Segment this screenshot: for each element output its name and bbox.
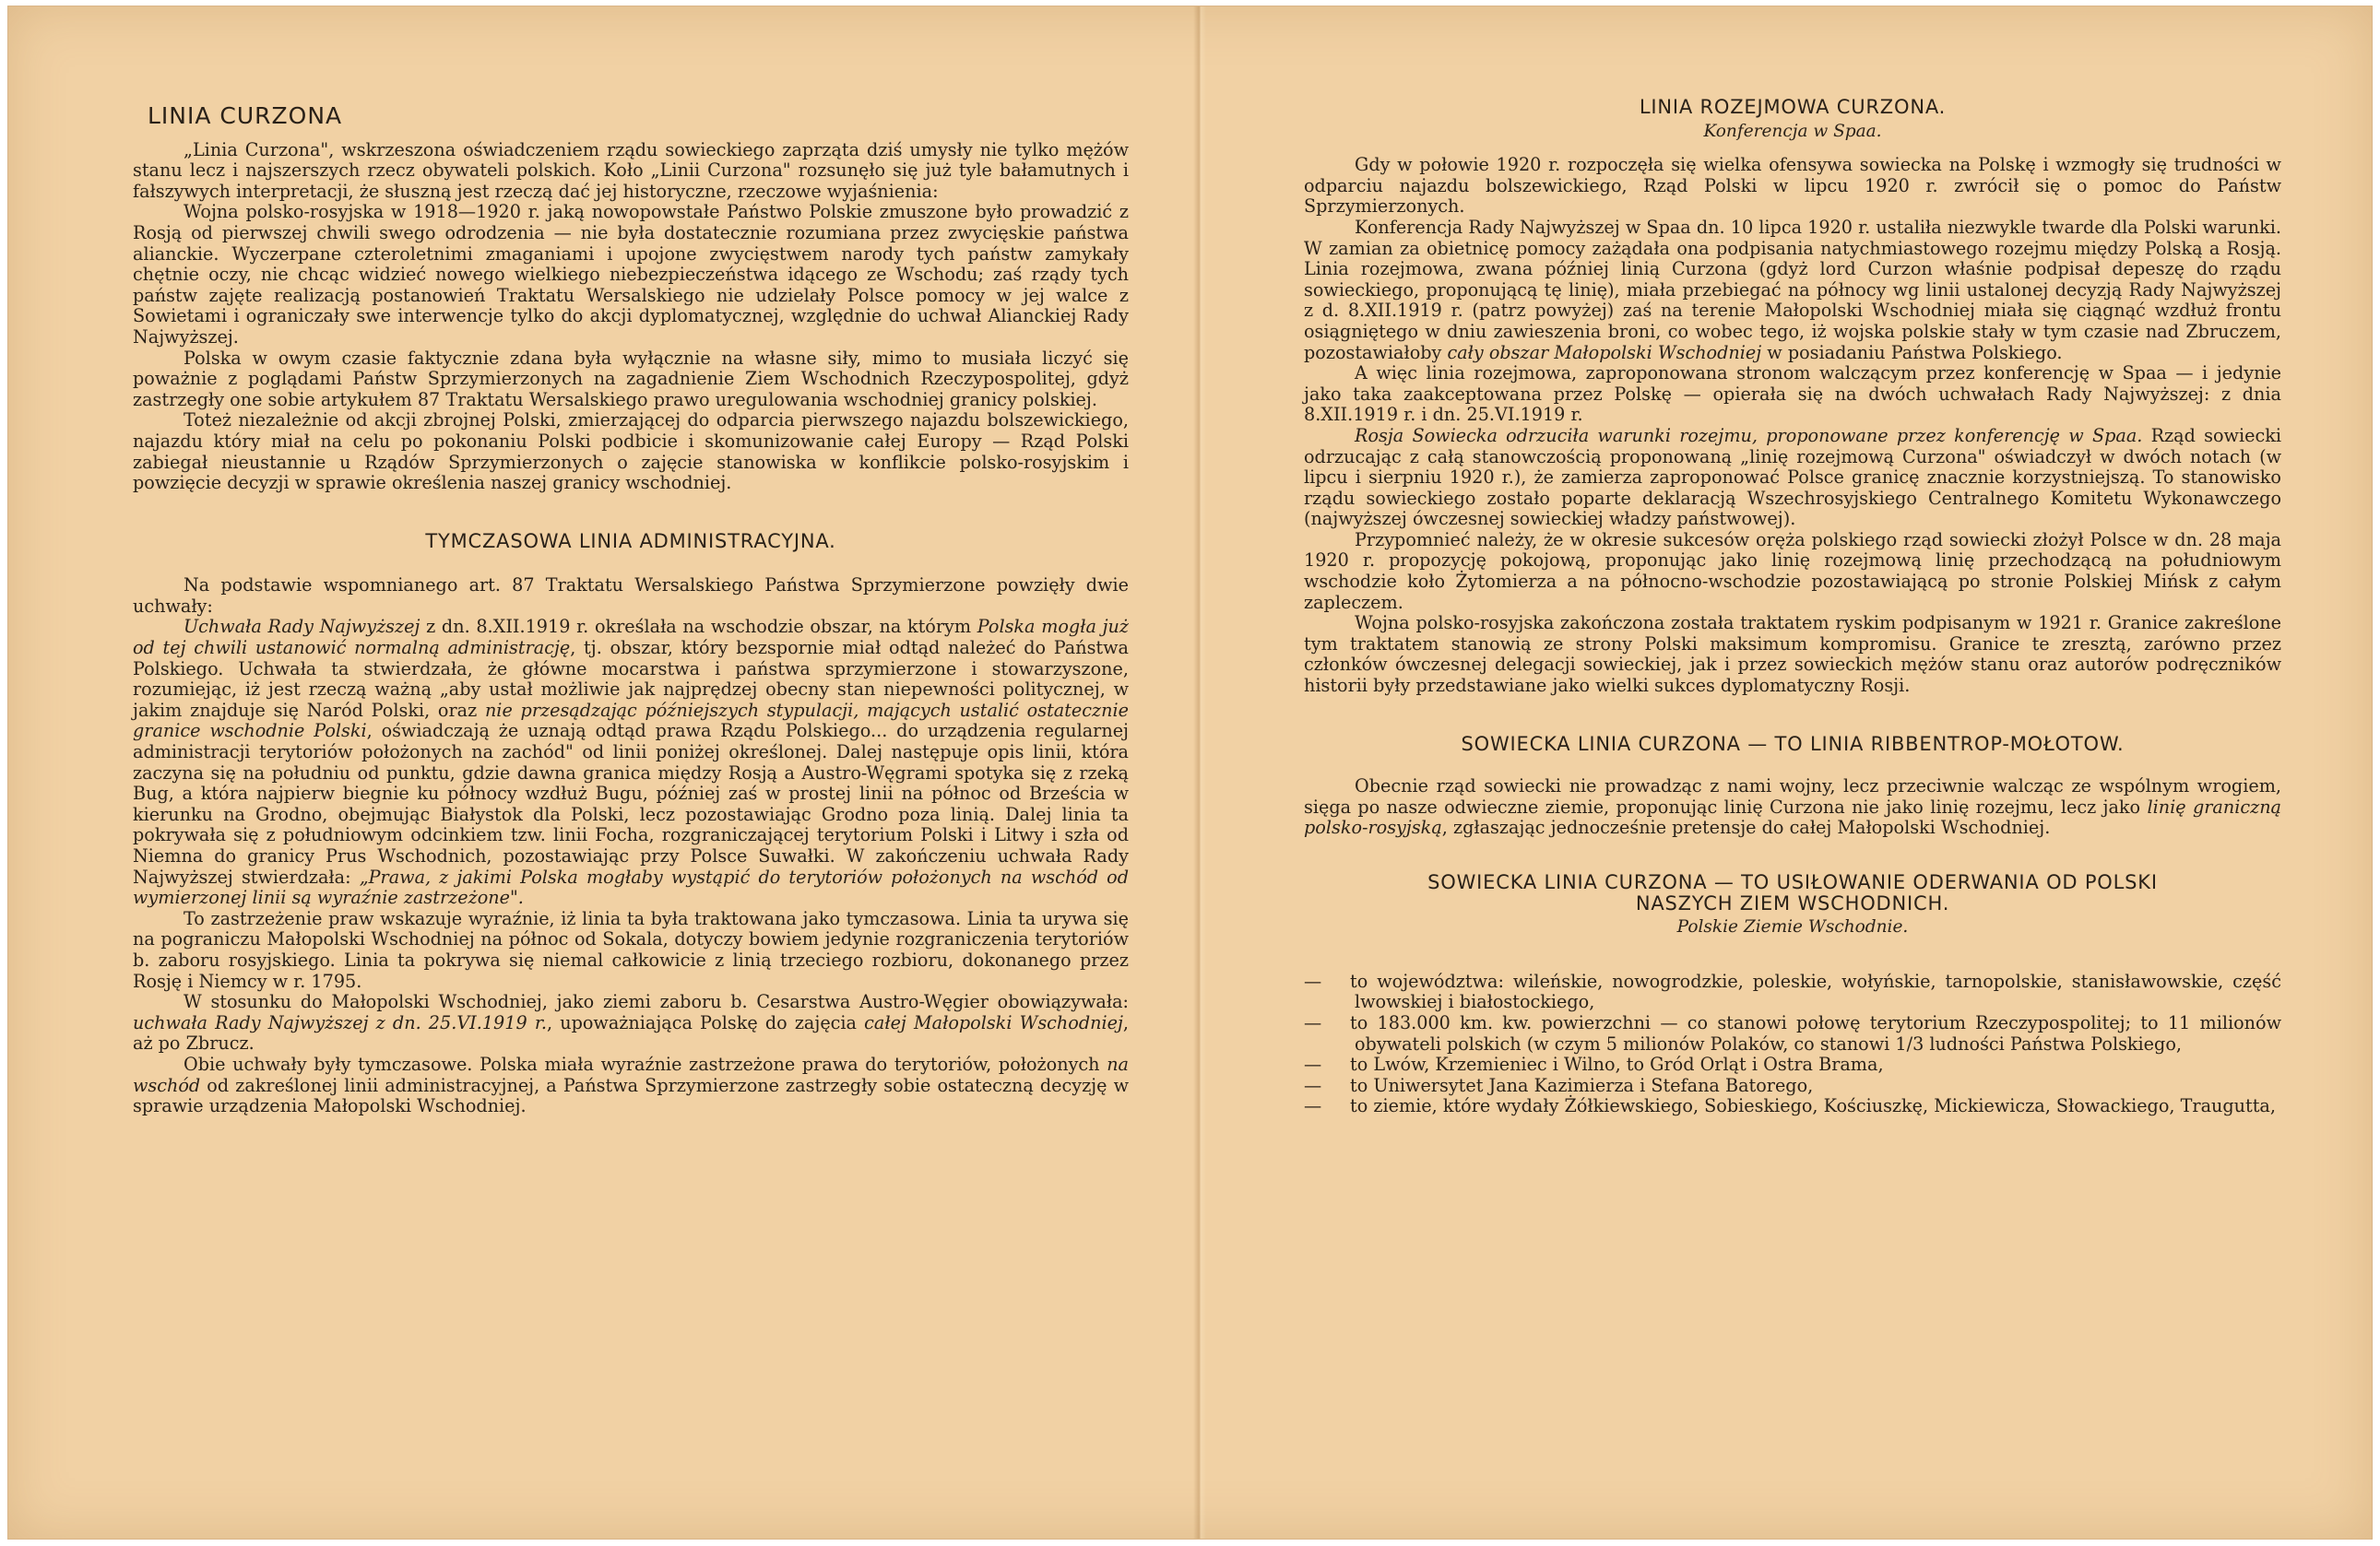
right-subheading-3: Polskie Ziemie Wschodnie. (1676, 917, 1909, 938)
text: , oświadczają że uznają odtąd prawa Rządu Polskiego... do urządzenia regularnej administracji terytoriów położonych na zachód" od linii poniżej określonej. Dalej następuje opis linii, która zaczyna się na południu od punktu, gdzie dawna granica między Rosją a Austro-Węgrami spotyka się z rzeką Bug, a która najpierw biegnie ku północy wzdłuż Bugu, później zaś w prostej linii na północ od Brześcia w kierunku na Grodno, obejmując Białystok dla Polski, lecz pozostawiając Grodno poza linią. Dalej linia ta pokrywała się z południowym odcinkiem tzw. linii Focha, rozgraniczającej terytorium Polski i Litwy i szła od Niemna do granicy Prus Wschodnich, pozostawiając przy Polsce Suwałki. W zakończeniu uchwała Rady Najwyższej stwierdzała: (133, 720, 1129, 888)
text: Konferencja Rady Najwyższej w Spaa dn. 10 lipca 1920 r. ustaliła niezwykle twarde dla Polski warunki. W zamian za obietnicę pomocy zażądała ona podpisania natychmiastowego rozejmu między Polską a Rosją. Linia rozejmowa, zwana później linią Curzona (gdyż lord Curzon właśnie podpisał depeszę do rządu sowieckiego, proponującą tę linię), miała przebiegać na północy wg linii ustalonej decyzją Rady Najwyższej z d. 8.XII.1919 r. (patrz powyżej) zaś na terenie Małopolski Wschodniej miała się ciągnąć wzdłuż frontu osiągniętego w dniu zawieszenia broni, co wobec tego, iż wojska polskie stały w tym czasie nad Zbruczem, pozostawiałoby (1304, 216, 2281, 363)
text: , tj. obszar, który bezspornie miał odtąd należeć do Państwa Polskiego. Uchwała ta stwierdzała, że główne mocarstwa i państwa sprzymierzone i stowarzyszone, rozumiejąc, iż jest rzeczą ważną „aby ustał możliwie jak najprędzej obecny stan niepewności politycznej, w jakim znajduje się Naród Polski, oraz (133, 637, 1129, 721)
text-italic: nie przesądzając późniejszych stypulacji, mających ustalić ostatecznie granice wschodnie Polski (133, 699, 1129, 742)
document-sheet (7, 6, 2373, 1540)
text-italic: całej Małopolski Wschodniej (864, 1011, 1123, 1033)
text: Obecnie rząd sowiecki nie prowadząc z nami wojny, lecz przeciwnie walcząc ze wspólnym wrogiem, sięga po nasze odwieczne ziemie, proponując linię Curzona nie jako linię rozejmu, lecz jako (1304, 775, 2281, 818)
text: Obie uchwały były tymczasowe. Polska miała wyraźnie zastrzeżone prawa do terytoriów, położonych (184, 1053, 1107, 1075)
left-paragraph-1: „Linia Curzona", wskrzeszona oświadczeniem rządu sowieckiego zaprząta dziś umysły nie tylko mężów stanu lecz i najszerszych rzecz obywateli polskich. Koło „Linii Curzona" rozsunęło się już tyle bałamutnych i fałszywych interpretacji, że słuszną jest rzeczą dać jej historyczne, rzeczowe wyjaśnienia: (133, 138, 1129, 202)
text: od zakreślonej linii administracyjnej, a Państwa Sprzymierzone zastrzegły sobie ostateczną decyzję w sprawie urządzenia Małopolski Wschodniej. (133, 1074, 1129, 1117)
list-item-text: to ziemie, które wydały Żółkiewskiego, Sobieskiego, Kościuszkę, Mickiewicza, Słowackiego, Traugutta, (1350, 1095, 2276, 1117)
text: , upoważniająca Polskę do zajęcia (547, 1011, 865, 1033)
right-paragraph-5: Przypomnieć należy, że w okresie sukcesów oręża polskiego rząd sowiecki złożył Polsce w dn. 28 maja 1920 r. propozycję pokojową, proponując jako linię rozejmową linię przechodzącą na południowym wschodzie koło Żytomierza a na północno-wschodzie pozostawiającą po stronie Polskiej Mińsk z całym zapleczem. (1304, 528, 2281, 613)
left-paragraph-2: Wojna polsko-rosyjska w 1918—1920 r. jaką nowopowstałe Państwo Polskie zmuszone było prowadzić z Rosją od pierwszej chwili swego odrodzenia — nie była dostatecznie rozumiana przez zwycięskie państwa alianckie. Wyczerpane czteroletnimi zmaganiami i upojone zwycięstwem narody tych państw zamykały chętnie oczy, nie chcąc widzieć nowego wielkiego niebezpieczeństwa idącego ze Wschodu; zaś rządy tych państw zajęte realizacją postanowień Traktatu Wersalskiego nie udzielały Polsce pomocy w jej walce z Sowietami i ograniczały swe interwencje tylko do akcji dyplomatycznej, względnie do uchwał Alianckiej Rady Najwyższej. (133, 201, 1129, 348)
dash-marker: — (1304, 1011, 1322, 1033)
right-paragraph-1: Gdy w połowie 1920 r. rozpoczęła się wielka ofensywa sowiecka na Polskę i wzmogły się trudności w odparciu najazdu bolszewickiego, Rząd Polski w lipcu 1920 r. zwrócił się o pomoc do Państw Sprzymierzonych. (1304, 154, 2281, 218)
dash-marker: — (1304, 970, 1322, 992)
text-italic: Uchwała Rady Najwyższej (184, 616, 420, 638)
right-paragraph-7 (1304, 776, 2281, 839)
eastern-lands-list (1304, 972, 2281, 1117)
right-paragraph-6: Wojna polsko-rosyjska zakończona została traktatem ryskim podpisanym w 1921 r. Granice zakreślone tym traktatem stanowią ze strony Polski maksimum kompromisu. Granice te zresztą, zarówno przez członków ówczesnej delegacji sowieckiej, jak i przez sowieckich mężów stanu oraz autorów podręczników historii były przedstawiane jako wielki sukces dyplomatyczny Rosji. (1304, 612, 2281, 697)
right-paragraph-3: A więc linia rozejmowa, zaproponowana stronom walczącym przez konferencję w Spaa — i jedynie jako taka zaakceptowana przez Polskę — opierała się na dwóch uchwałach Rady Najwyższej: z dnia 8.XII.1919 r. i dn. 25.VI.1919 r. (1304, 362, 2281, 426)
text-italic: Rosja Sowiecka odrzuciła warunki rozejmu, proponowane przez konferencję w Spaa. (1355, 424, 2143, 446)
text: Rząd sowiecki odrzucając z całą stanowczością proponowaną „linię rozejmową Curzona" oświadczył w dwóch notach (w lipcu i sierpniu 1920 r.), że zamierza zaproponować Polsce granicę znacznie korzystniejszą. To stanowisko rządu sowieckiego zostało poparte deklaracją Wszechrosyjskiego Centralnego Komitetu Wykonawczego (najwyższej ówczesnej sowieckiej władzy państwowej). (1304, 424, 2281, 530)
left-paragraph-9 (133, 1055, 1129, 1117)
left-paragraph-5: Na podstawie wspomnianego art. 87 Traktatu Wersalskiego Państwa Sprzymierzone powzięły dwie uchwały: (133, 574, 1129, 617)
text-italic: uchwała Rady Najwyższej z dn. 25.VI.1919 r. (133, 1011, 547, 1033)
list-item (1304, 972, 2281, 1013)
list-item-text: to 183.000 km. kw. powierzchni — co stanowi połowę terytorium Rzeczypospolitej; to 11 milionów obywateli polskich (w czym 5 milionów Polaków, co stanowi 1/3 ludności Państwa Polskiego, (1350, 1011, 2281, 1055)
text: , aż po Zbrucz. (133, 1011, 1130, 1055)
list-item (1304, 1076, 2281, 1097)
right-heading-1: LINIA ROZEJMOWA CURZONA. (1639, 96, 1947, 118)
page-fold (1193, 6, 1206, 1539)
right-page (1304, 97, 2281, 1117)
left-paragraph-4: Toteż niezależnie od akcji zbrojnej Polski, zmierzającej do odparcia pierwszego najazdu bolszewickiego, najazdu który miał na celu po pokonaniu Polski podbicie i skomunizowanie całej Europy — Rząd Polski zabiegał nieustannie u Rządów Sprzymierzonych o zajęcie stanowiska w konflikcie polsko-rosyjskim i powzięcie decyzji w sprawie określenia naszej granicy wschodniej. (133, 409, 1129, 494)
right-heading-2: SOWIECKA LINIA CURZONA — TO LINIA RIBBENTROP-MOŁOTOW. (1461, 732, 2125, 755)
text-italic: „Prawa, z jakimi Polska mogłaby wystąpić do terytoriów położonych na wschód od wymierzonej linii są wyraźnie zastrzeżone". (133, 866, 1129, 909)
left-title: LINIA CURZONA (148, 102, 343, 129)
left-paragraph-6 (133, 617, 1129, 908)
left-paragraph-8 (133, 992, 1129, 1055)
text-italic: linię graniczną polsko-rosyjską (1304, 796, 2281, 839)
text: w posiadaniu Państwa Polskiego. (1761, 341, 2063, 363)
text-italic: na wschód (133, 1053, 1129, 1096)
right-subheading-1: Konferencja w Spaa. (1703, 121, 1882, 141)
list-item (1304, 1096, 2281, 1117)
dash-marker: — (1304, 1054, 1322, 1076)
dash-marker: — (1304, 1074, 1322, 1096)
list-item (1304, 1055, 2281, 1076)
list-item-text: to Lwów, Krzemieniec i Wilno, to Gród Orląt i Ostra Brama, (1350, 1054, 1884, 1076)
list-item-text: to województwa: wileńskie, nowogrodzkie, poleskie, wołyńskie, tarnopolskie, stanisławowskie, część lwowskiej i białostockiego, (1350, 970, 2281, 1013)
dash-marker: — (1304, 1095, 1322, 1117)
left-paragraph-7: To zastrzeżenie praw wskazuje wyraźnie, iż linia ta była traktowana jako tymczasowa. Linia ta urywa się na pograniczu Małopolski Wschodniej na północ od Sokala, dotyczy bowiem jedynie rozgraniczenia terytoriów b. zaboru rosyjskiego. Linia ta pokrywa się niemal całkowicie z linią trzeciego rozbioru, dokonanego przez Rosję i Niemcy w r. 1795. (133, 907, 1129, 992)
left-page (133, 102, 1130, 1117)
right-heading-3-line-2: NASZYCH ZIEM WSCHODNICH. (1635, 891, 1950, 915)
text-italic: cały obszar Małopolski Wschodniej (1447, 341, 1762, 363)
right-paragraph-4 (1304, 426, 2281, 530)
text: z dn. 8.XII.1919 r. określała na wschodzie obszar, na którym (420, 616, 977, 638)
text: , zgłaszając jednocześnie pretensje do całej Małopolski Wschodniej. (1441, 817, 2051, 839)
text: W stosunku do Małopolski Wschodniej, jako ziemi zaboru b. Cesarstwa Austro-Węgier obowiązywała: (184, 991, 1129, 1013)
list-item (1304, 1013, 2281, 1055)
right-paragraph-2 (1304, 218, 2281, 363)
text-italic: Polska mogła już od tej chwili ustanowić normalną administrację (133, 616, 1129, 659)
right-heading-3-line-1: SOWIECKA LINIA CURZONA — TO USIŁOWANIE ODERWANIA OD POLSKI (1427, 871, 2158, 893)
list-item-text: to Uniwersytet Jana Kazimierza i Stefana Batorego, (1350, 1074, 1814, 1096)
left-section-heading: TYMCZASOWA LINIA ADMINISTRACYJNA. (425, 529, 836, 552)
left-paragraph-3: Polska w owym czasie faktycznie zdana była wyłącznie na własne siły, mimo to musiała liczyć się poważnie z poglądami Państw Sprzymierzonych na zagadnienie Ziem Wschodnich Rzeczypospolitej, gdyż zastrzegły one sobie artykułem 87 Traktatu Wersalskiego prawo uregulowania wschodniej granicy polskiej. (133, 347, 1129, 410)
